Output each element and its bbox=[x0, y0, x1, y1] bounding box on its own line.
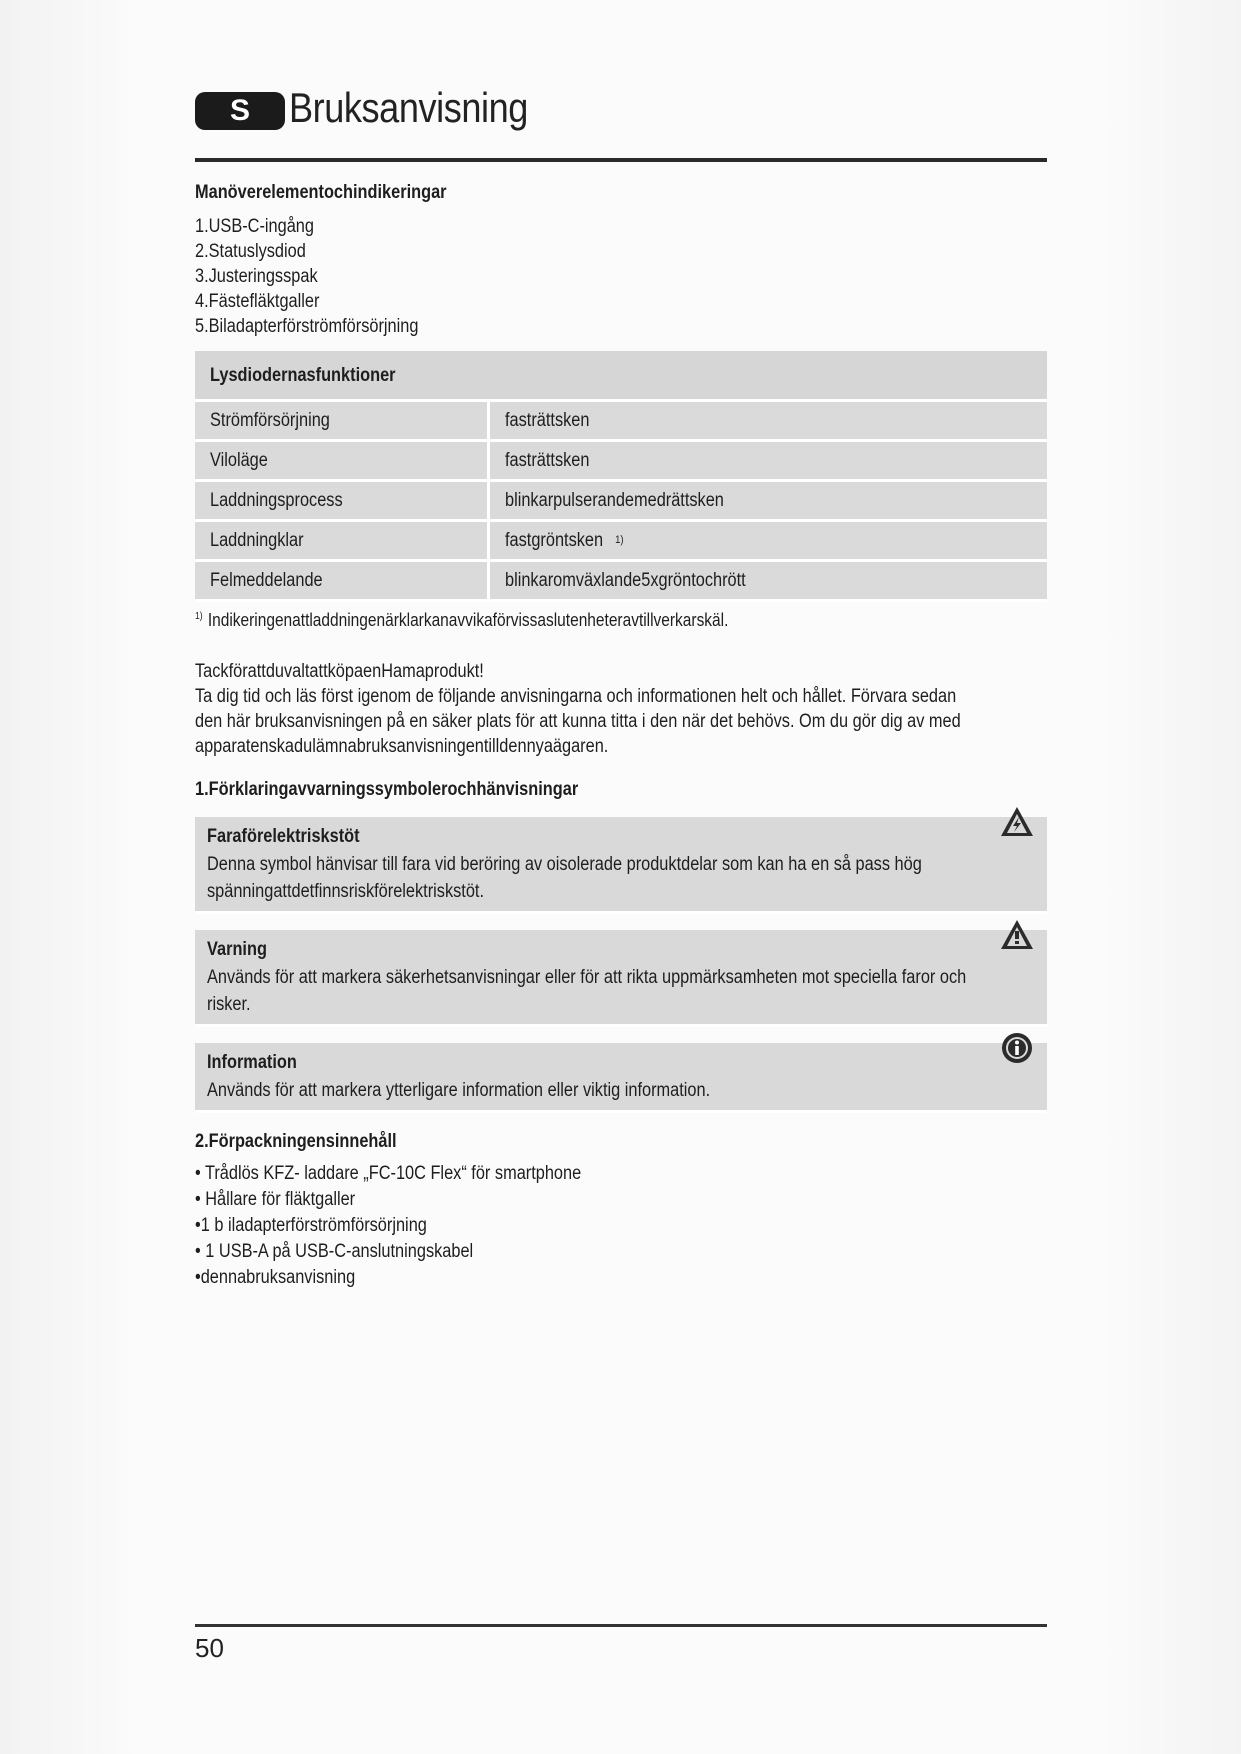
list-item: 2.Statuslysdiod bbox=[195, 241, 306, 262]
led-table-title: Lysdiodernasfunktioner bbox=[210, 365, 396, 386]
intro-paragraph bbox=[195, 659, 961, 759]
page-number: 50 bbox=[195, 1633, 224, 1663]
led-indication-cell bbox=[490, 482, 1047, 519]
box-text: Används för att markera ytterligare information eller viktig information. bbox=[207, 1080, 711, 1101]
led-state-cell bbox=[195, 482, 490, 519]
footnote-mark: 1) bbox=[195, 611, 203, 622]
led-indication-cell bbox=[490, 522, 1047, 559]
list-item: • Hållare för fläktgaller bbox=[195, 1189, 356, 1210]
footer-divider bbox=[195, 1624, 1047, 1627]
led-state-cell bbox=[195, 402, 490, 439]
table-row bbox=[195, 442, 1047, 482]
list-item: •1 b iladapterförströmförsörjning bbox=[195, 1215, 427, 1236]
package-heading: 2.Förpackningensinnehåll bbox=[195, 1131, 397, 1152]
controls-section bbox=[195, 182, 928, 339]
warning-icon bbox=[999, 918, 1035, 952]
warning-box bbox=[195, 930, 1047, 1027]
led-state-cell bbox=[195, 522, 490, 559]
box-text: spänningattdetfinnsriskförelektriskstöt. bbox=[207, 881, 485, 902]
symbols-heading: 1.Förklaringavvarningssymbolerochhänvisningar bbox=[195, 779, 579, 800]
package-list bbox=[195, 1161, 928, 1291]
led-table-header bbox=[195, 351, 1047, 402]
table-row bbox=[195, 562, 1047, 602]
table-row bbox=[195, 522, 1047, 562]
table-row bbox=[195, 402, 1047, 442]
electric-shock-box bbox=[195, 817, 1047, 914]
intro-line: TackförattduvaltattköpaenHamaprodukt! bbox=[195, 661, 484, 682]
language-badge: S bbox=[195, 92, 285, 130]
led-state-cell bbox=[195, 442, 490, 479]
table-footnote bbox=[195, 610, 928, 631]
led-state: Laddningklar bbox=[210, 530, 304, 551]
box-title: Varning bbox=[207, 939, 267, 960]
led-state: Felmeddelande bbox=[210, 570, 323, 591]
controls-heading: Manöverelementochindikeringar bbox=[195, 182, 447, 203]
led-state: Viloläge bbox=[210, 450, 268, 471]
led-indication-cell bbox=[490, 562, 1047, 599]
list-item: 1.USB-C-ingång bbox=[195, 216, 314, 237]
box-text: risker. bbox=[207, 994, 251, 1015]
led-functions-table bbox=[195, 351, 1047, 602]
box-text: Denna symbol hänvisar till fara vid beröring av oisolerade produktdelar som kan ha en så pass hög bbox=[207, 854, 922, 875]
led-indication-cell bbox=[490, 442, 1047, 479]
list-item: 3.Justeringsspak bbox=[195, 266, 318, 287]
list-item: 5.Biladapterförströmförsörjning bbox=[195, 316, 419, 337]
box-text: Används för att markera säkerhetsanvisningar eller för att rikta uppmärksamheten mot speciella faror och bbox=[207, 967, 967, 988]
list-item: • 1 USB-A på USB-C-anslutningskabel bbox=[195, 1241, 474, 1262]
table-row bbox=[195, 482, 1047, 522]
box-body bbox=[207, 823, 922, 905]
list-item: 4.Fästefläktgaller bbox=[195, 291, 320, 312]
box-body bbox=[207, 936, 967, 1018]
led-indication: fasträttsken bbox=[505, 410, 590, 431]
led-indication: blinkarpulserandemedrättsken bbox=[505, 490, 724, 511]
box-title: Faraförelektriskstöt bbox=[207, 826, 360, 847]
intro-line: Ta dig tid och läs först igenom de följande anvisningarna och informationen helt och hållet. Förvara sedan bbox=[195, 686, 957, 707]
led-state: Strömförsörjning bbox=[210, 410, 330, 431]
information-box bbox=[195, 1043, 1047, 1113]
led-state-cell bbox=[195, 562, 490, 599]
box-body bbox=[207, 1049, 919, 1104]
led-indication-cell bbox=[490, 402, 1047, 439]
list-item: • Trådlös KFZ- laddare „FC-10C Flex“ för smartphone bbox=[195, 1163, 582, 1184]
led-state: Laddningsprocess bbox=[210, 490, 343, 511]
info-icon bbox=[999, 1031, 1035, 1065]
footnote-reference: 1) bbox=[615, 534, 624, 546]
box-title: Information bbox=[207, 1052, 297, 1073]
led-indication: fasträttsken bbox=[505, 450, 590, 471]
page-header bbox=[195, 84, 1047, 164]
intro-line: apparatenskadulämnabruksanvisningentilldennyaägaren. bbox=[195, 736, 609, 757]
footnote-text: Indikeringenattladdningenärklarkanavvikaförvissaslutenheteravtillverkarskäl. bbox=[207, 610, 729, 630]
page-content bbox=[195, 182, 1047, 1291]
led-indication-wrap bbox=[505, 522, 624, 559]
package-section bbox=[195, 1131, 928, 1291]
led-indication: blinkaromväxlande5xgröntochrött bbox=[505, 570, 746, 591]
header-divider bbox=[195, 158, 1047, 162]
controls-list bbox=[195, 214, 928, 339]
intro-line: den här bruksanvisningen på en säker plats för att kunna titta i den när det behövs. Om du gör dig av med bbox=[195, 711, 961, 732]
led-indication: fastgröntsken bbox=[505, 530, 604, 551]
list-item: •dennabruksanvisning bbox=[195, 1267, 356, 1288]
page-title: Bruksanvisning bbox=[289, 84, 528, 131]
electric-warning-icon bbox=[999, 805, 1035, 839]
symbols-section bbox=[195, 779, 1047, 1113]
